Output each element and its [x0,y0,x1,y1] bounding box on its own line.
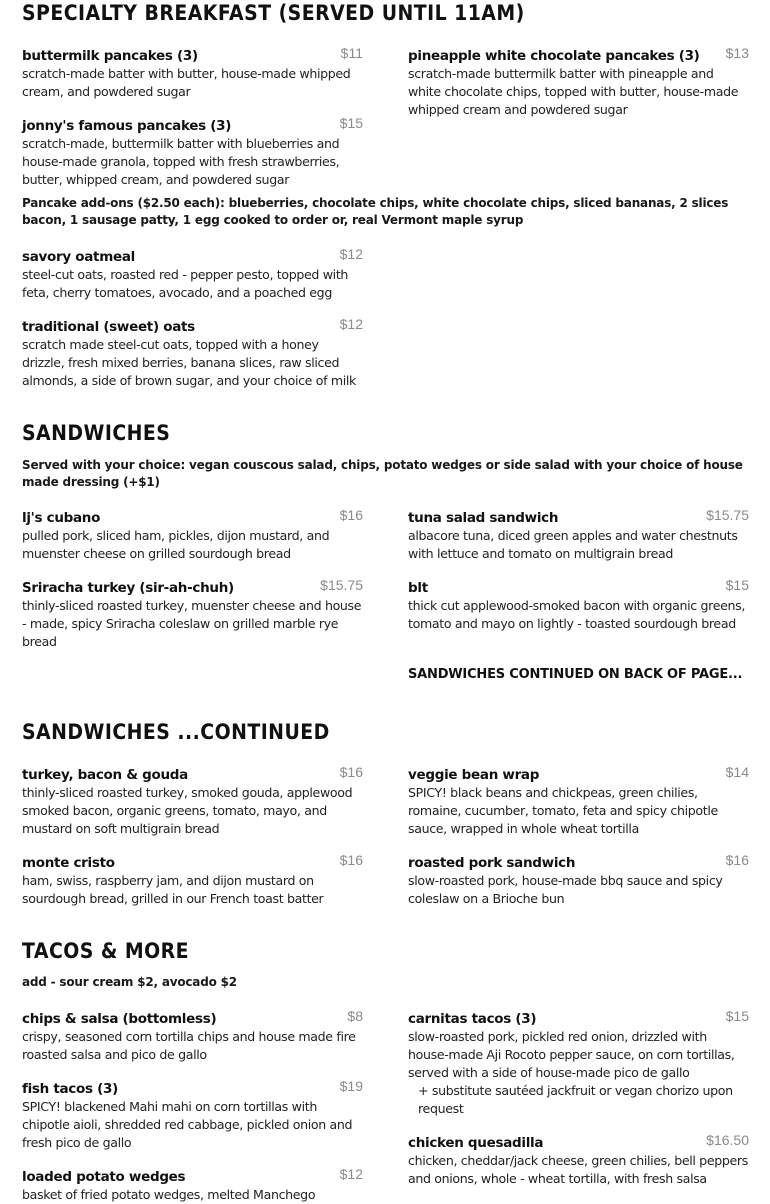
item-price: $16 [339,852,363,868]
menu-item [408,766,749,838]
item-price: $19 [339,1078,363,1094]
item-description: basket of fried potato wedges, melted Manchego [22,1187,316,1202]
pancake-addons-note: Pancake add-ons ($2.50 each): blueberries, chocolate chips, white chocolate chips, sliced bananas, 2 slices bacon, 1 sausage patty, 1 egg cooked to order or, real Vermont maple syrup [22,196,729,227]
item-name: lj's cubano [22,510,101,526]
item-price: $14 [725,764,749,780]
menu-item [22,509,363,563]
item-name: Sriracha turkey (sir-ah-chuh) [22,580,234,596]
item-description: slow-roasted pork, pickled red onion, drizzled with house-made Aji Rocoto pepper sauce, on corn tortillas, served with a side of house-made pico de gallo [408,1029,735,1080]
section-title-tacos: TACOS & MORE [22,939,189,963]
item-substitution-note: + substitute sautéed jackfruit or vegan chorizo upon request [418,1083,733,1116]
item-price: $11 [340,45,363,61]
item-description: thinly-sliced roasted turkey, smoked gouda, applewood smoked bacon, organic greens, tomato, mayo, and mustard on soft multigrain bread [22,785,353,836]
item-name: traditional (sweet) oats [22,319,195,335]
section-title-sandwiches: SANDWICHES [22,421,171,445]
sandwiches-sides-note: Served with your choice: vegan couscous salad, chips, potato wedges or side salad with your choice of house made dressing (+$1) [22,458,743,489]
item-name: roasted pork sandwich [408,855,576,871]
item-name: turkey, bacon & gouda [22,767,188,783]
section-title-sandwiches-continued: SANDWICHES ...CONTINUED [22,720,330,744]
menu-item [22,1168,363,1204]
item-name: buttermilk pancakes (3) [22,48,198,64]
item-description: scratch-made buttermilk batter with pineapple and white chocolate chips, topped with butter, house-made whipped cream and powdered sugar [408,66,739,117]
section-title-breakfast: SPECIALTY BREAKFAST (SERVED UNTIL 11AM) [22,1,525,25]
menu-item [22,117,363,189]
menu-item [408,1134,749,1188]
item-price: $15.75 [320,577,363,593]
menu-item [22,766,363,838]
menu-item [408,509,749,563]
item-name: chicken quesadilla [408,1135,544,1151]
item-name: veggie bean wrap [408,767,540,783]
item-description: steel-cut oats, roasted red - pepper pesto, topped with feta, cherry tomatoes, avocado, and a poached egg [22,267,349,300]
item-name: blt [408,580,428,596]
menu-item [408,1010,749,1118]
item-price: $16 [339,764,363,780]
item-description: pulled pork, sliced ham, pickles, dijon mustard, and muenster cheese on grilled sourdough bread [22,528,330,561]
item-name: pineapple white chocolate pancakes (3) [408,48,700,64]
item-name: chips & salsa (bottomless) [22,1011,217,1027]
menu-item [22,1080,363,1152]
item-description: albacore tuna, diced green apples and water chestnuts with lettuce and tomato on multigrain bread [408,528,738,561]
item-price: $8 [347,1008,363,1024]
item-name: savory oatmeal [22,249,135,265]
menu-item [22,248,363,302]
item-price: $15 [725,1008,749,1024]
item-description: SPICY! blackened Mahi mahi on corn tortillas with chipotle aioli, shredded red cabbage, pickled onion and fresh pico de gallo [22,1099,353,1150]
item-name: jonny's famous pancakes (3) [22,118,232,134]
item-description: scratch made steel-cut oats, topped with a honey drizzle, fresh mixed berries, banana slices, raw sliced almonds, a side of brown sugar, and your choice of milk [22,337,356,388]
menu-item [408,47,749,119]
item-description: thick cut applewood-smoked bacon with organic greens, tomato and mayo on lightly - toasted sourdough bread [408,598,746,631]
menu-item [22,47,363,101]
item-price: $16.50 [706,1132,749,1148]
item-name: loaded potato wedges [22,1169,186,1185]
item-price: $16 [339,507,363,523]
item-description: SPICY! black beans and chickpeas, green chilies, romaine, cucumber, tomato, feta and spicy chipotle sauce, wrapped in whole wheat tortilla [408,785,718,836]
item-name: tuna salad sandwich [408,510,559,526]
item-name: monte cristo [22,855,115,871]
menu-item [22,1010,363,1064]
item-description: slow-roasted pork, house-made bbq sauce and spicy coleslaw on a Brioche bun [408,873,723,906]
item-price: $15 [725,577,749,593]
item-price: $13 [725,45,749,61]
tacos-addons-note: add - sour cream $2, avocado $2 [22,975,237,989]
menu-item [408,854,749,908]
item-name: fish tacos (3) [22,1081,118,1097]
menu-item [22,579,363,651]
item-description: scratch-made batter with butter, house-made whipped cream, and powdered sugar [22,66,351,99]
menu-item [22,318,363,390]
item-price: $15.75 [706,507,749,523]
menu-item [22,854,363,908]
item-description: scratch-made, buttermilk batter with blueberries and house-made granola, topped with fresh strawberries, butter, whipped cream, and powdered sugar [22,136,340,187]
item-description: crispy, seasoned corn tortilla chips and house made fire roasted salsa and pico de gallo [22,1029,356,1062]
item-name: carnitas tacos (3) [408,1011,537,1027]
item-description: chicken, cheddar/jack cheese, green chilies, bell peppers and onions, whole - wheat tortilla, with fresh salsa [408,1153,748,1186]
item-price: $12 [339,246,363,262]
sandwiches-continued-note: SANDWICHES CONTINUED ON BACK OF PAGE... [408,667,743,682]
item-price: $12 [339,1166,363,1182]
item-description: thinly-sliced roasted turkey, muenster cheese and house - made, spicy Sriracha coleslaw on grilled marble rye bread [22,598,362,649]
menu-item [408,579,749,633]
item-price: $15 [339,115,363,131]
item-description: ham, swiss, raspberry jam, and dijon mustard on sourdough bread, grilled in our French toast batter [22,873,324,906]
item-price: $12 [339,316,363,332]
item-price: $16 [725,852,749,868]
